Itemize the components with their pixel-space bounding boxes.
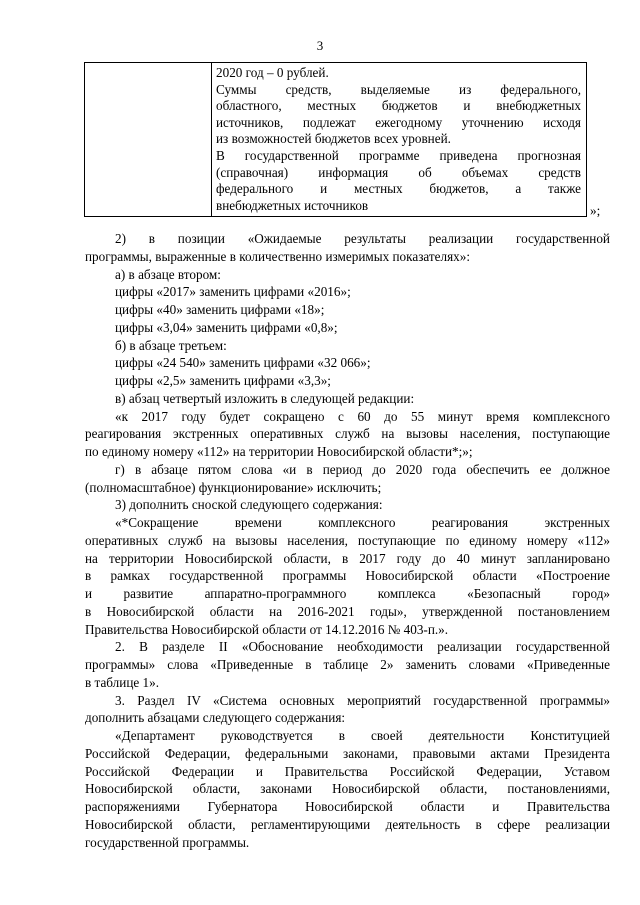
paragraph-line: «Департамент руководствуется в своей деятельности Конституцией <box>115 728 610 743</box>
paragraph-line: государственной программы. <box>85 834 250 850</box>
table-end-mark: »; <box>590 203 601 218</box>
paragraph-line: 2. В разделе II «Обоснование необходимости реализации государственной <box>115 639 610 655</box>
paragraph-line: в Новосибирской области на 2016-2021 годы», утвержденной постановлением <box>85 603 610 619</box>
paragraph-line: в рамках государственной программы Новосибирской области «Построение <box>85 568 610 584</box>
table-line: Суммы средств, выделяемые из федерального, <box>216 81 581 97</box>
paragraph-line: «к 2017 году будет сокращено с 60 до 55 минут время комплексного <box>115 408 610 424</box>
paragraph-line: 2) в позиции «Ожидаемые результаты реализации государственной <box>115 231 610 246</box>
paragraph-line: (полномасштабное) функционирование» исключить; <box>85 479 382 495</box>
paragraph-line: «*Сокращение времени комплексного реагирования экстренных <box>115 515 610 530</box>
paragraph-line: программы» слова «Приведенные в таблице 2» заменить словами «Приведенные <box>85 657 610 672</box>
document-body <box>85 230 610 851</box>
table-line: источников, подлежат ежегодному уточнению исходя <box>216 114 581 130</box>
paragraph-line: дополнить абзацами следующего содержания: <box>85 710 346 726</box>
paragraph-line: цифры «3,04» заменить цифрами «0,8»; <box>115 319 338 335</box>
table-line: В государственной программе приведена прогнозная <box>216 147 581 163</box>
table-line: федерального и местных бюджетов, а также <box>216 181 581 197</box>
paragraph-line: цифры «40» заменить цифрами «18»; <box>115 302 325 317</box>
paragraph-line: цифры «2,5» заменить цифрами «3,3»; <box>115 373 331 388</box>
paragraph-line: 3. Раздел IV «Система основных мероприятий государственной программы» <box>115 692 610 708</box>
paragraph-line: Новосибирской области, законами Новосибирской области, постановлениями, <box>85 781 610 797</box>
table-cell <box>216 65 581 214</box>
table-line: из возможностей бюджетов всех уровней. <box>216 131 451 147</box>
paragraph-line: г) в абзаце пятом слова «и в период до 2020 года обеспечить ее должное <box>115 461 610 477</box>
paragraph-line: и развитие аппаратно-программного комплекса «Безопасный город» <box>85 586 610 601</box>
paragraph-line: цифры «24 540» заменить цифрами «32 066»; <box>115 355 371 371</box>
paragraph-line: Правительства Новосибирской области от 14.12.2016 № 403-п.». <box>85 621 449 637</box>
paragraph-line: Российской Федерации и Правительства Российской Федерации, Уставом <box>85 763 610 779</box>
table-line: (справочная) информация об объемах средств <box>216 164 581 180</box>
page-number: 3 <box>316 38 324 53</box>
paragraph-line: на территории Новосибирской области, в 2017 году до 40 минут запланировано <box>85 550 610 566</box>
paragraph-line: в) абзац четвертый изложить в следующей редакции: <box>115 390 415 406</box>
paragraph-line: реагирования экстренных оперативных служб на вызовы населения, поступающие <box>85 426 610 442</box>
paragraph-line: 3) дополнить сноской следующего содержания: <box>115 497 383 513</box>
paragraph-line: программы, выраженные в количественно измеримых показателях»: <box>85 248 471 264</box>
paragraph-line: цифры «2017» заменить цифрами «2016»; <box>115 284 351 300</box>
paragraph-line: Российской Федерации, федеральными законами, правовыми актами Президента <box>85 745 610 761</box>
paragraph-line: по единому номеру «112» на территории Новосибирской области*;»; <box>85 444 473 459</box>
paragraph-line: распоряжениями Губернатора Новосибирской области и Правительства <box>85 799 610 814</box>
paragraph-line: б) в абзаце третьем: <box>115 337 227 353</box>
paragraph-line: а) в абзаце втором: <box>115 266 221 282</box>
passport-table <box>84 62 587 217</box>
paragraph-line: Новосибирской области, регламентирующими деятельность в сфере реализации <box>85 816 610 832</box>
paragraph-line: в таблице 1». <box>85 674 160 690</box>
table-line: областного, местных бюджетов и внебюджетных <box>216 98 581 114</box>
table-line: внебюджетных источников <box>216 197 369 213</box>
paragraph-line: оперативных служб на вызовы населения, поступающие по единому номеру «112» <box>85 532 610 548</box>
table-line: 2020 год – 0 рублей. <box>216 65 329 80</box>
table-column-divider <box>211 63 212 216</box>
